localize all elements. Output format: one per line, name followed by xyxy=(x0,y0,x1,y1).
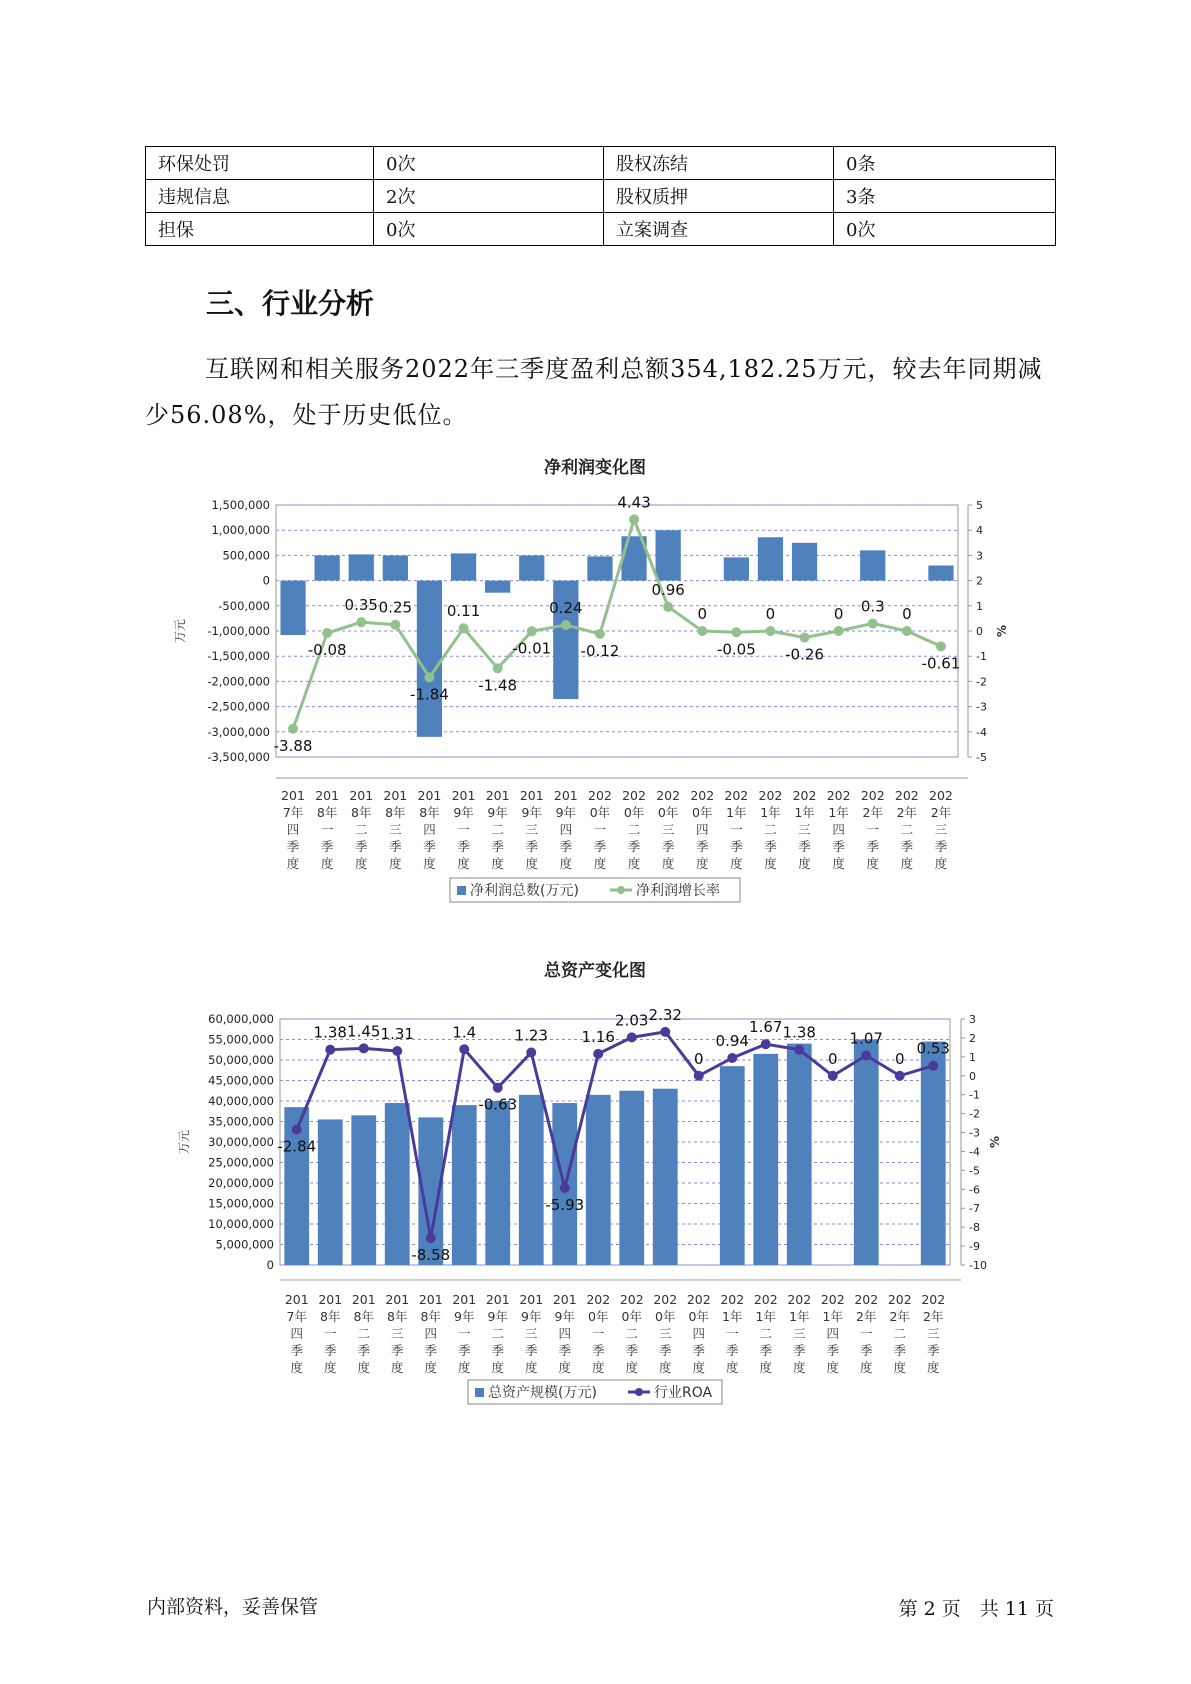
line-point xyxy=(595,629,605,639)
x-tick-label: 202 2年一季度 xyxy=(860,788,885,871)
data-label: 0 xyxy=(894,1049,905,1068)
x-tick-label: 202 1年三季度 xyxy=(787,1292,812,1375)
line-point xyxy=(359,1043,369,1053)
data-label: -8.58 xyxy=(411,1246,451,1265)
y2-tick-label: -3 xyxy=(976,700,987,714)
table-row xyxy=(146,180,1056,213)
y-tick-label: 0 xyxy=(266,1258,274,1272)
data-label: -0.61 xyxy=(921,654,961,673)
x-tick-label: 202 2年一季度 xyxy=(854,1292,879,1375)
bar xyxy=(315,555,340,580)
y2-tick-label: 1 xyxy=(969,1050,976,1064)
y-tick-label: -1,500,000 xyxy=(207,649,270,664)
table-label-cell: 环保处罚 xyxy=(146,147,374,180)
y-tick-label: -2,500,000 xyxy=(207,699,270,714)
line-point xyxy=(868,618,878,628)
data-label: 0.96 xyxy=(651,580,685,599)
y-tick-label: 20,000,000 xyxy=(208,1176,274,1190)
footer-page-number: 第 2 页 共 11 页 xyxy=(898,1598,1054,1620)
legend-line-marker xyxy=(617,886,625,894)
bar xyxy=(753,1054,778,1265)
y-tick-label: 5,000,000 xyxy=(215,1237,274,1252)
x-tick-label: 202 1年二季度 xyxy=(753,1292,778,1375)
data-label: 1.45 xyxy=(347,1022,381,1041)
x-tick-label: 201 9年一季度 xyxy=(451,788,476,871)
industry-summary-paragraph: 互联网和相关服务2022年三季度盈利总额354,182.25万元，较去年同期减少56.08%，处于历史低位。 xyxy=(145,355,1043,429)
bar xyxy=(587,556,612,580)
data-label: -0.08 xyxy=(307,641,347,660)
x-tick-label: 201 8年三季度 xyxy=(385,1292,410,1375)
bar xyxy=(452,1105,477,1265)
total-assets-chart xyxy=(0,955,1191,1415)
x-tick-label: 201 8年二季度 xyxy=(349,788,374,871)
line-point xyxy=(629,514,639,524)
x-tick-label: 202 1年四季度 xyxy=(820,1292,845,1375)
table-value-cell: 2次 xyxy=(374,180,604,213)
bar xyxy=(485,1101,510,1265)
growth-line xyxy=(293,519,941,728)
bar xyxy=(485,581,510,593)
risk-info-table-body xyxy=(146,147,1056,246)
legend-label: 净利润增长率 xyxy=(636,883,720,899)
x-tick-label: 202 2年三季度 xyxy=(921,1292,946,1375)
y-tick-label: 35,000,000 xyxy=(208,1114,274,1129)
y2-tick-label: -4 xyxy=(969,1145,980,1159)
x-tick-label: 202 1年一季度 xyxy=(724,788,749,871)
y2-tick-label: -1 xyxy=(976,650,987,664)
line-point xyxy=(526,1047,536,1057)
line-point xyxy=(902,626,912,636)
x-tick-label: 202 0年一季度 xyxy=(586,1292,611,1375)
line-point xyxy=(828,1071,838,1081)
data-label: 1.07 xyxy=(849,1029,883,1048)
line-point xyxy=(765,626,775,636)
y-axis-title: 万元 xyxy=(177,1129,191,1155)
y2-tick-label: -3 xyxy=(969,1126,980,1140)
y-tick-label: 25,000,000 xyxy=(208,1155,274,1170)
line-point xyxy=(493,1083,503,1093)
risk-info-table xyxy=(145,146,1056,246)
bar xyxy=(519,1095,544,1265)
data-label: -0.63 xyxy=(478,1095,518,1114)
y-tick-label: 30,000,000 xyxy=(208,1135,274,1149)
line-point xyxy=(356,617,366,627)
section-title: 三、行业分析 xyxy=(206,287,375,320)
bar xyxy=(921,1042,946,1265)
bar xyxy=(656,530,681,580)
x-tick-label: 202 1年一季度 xyxy=(720,1292,745,1375)
line-point xyxy=(426,1233,436,1243)
x-tick-label: 202 0年三季度 xyxy=(653,1292,678,1375)
y-tick-label: -1,000,000 xyxy=(207,624,270,638)
line-point xyxy=(593,1049,603,1059)
x-tick-label: 201 9年二季度 xyxy=(485,1292,510,1375)
chart-title: 净利润变化图 xyxy=(544,458,646,478)
data-label: -0.26 xyxy=(785,645,824,664)
bar xyxy=(854,1040,879,1266)
y2-tick-label: -8 xyxy=(969,1221,980,1235)
y2-tick-label: -2 xyxy=(976,675,987,689)
x-tick-label: 201 8年一季度 xyxy=(318,1292,343,1375)
line-point xyxy=(761,1039,771,1049)
x-tick-label: 201 8年二季度 xyxy=(351,1292,376,1375)
y-tick-label: 500,000 xyxy=(222,548,270,563)
data-label: -0.12 xyxy=(580,642,620,661)
x-tick-label: 202 0年四季度 xyxy=(690,788,715,871)
line-point xyxy=(834,626,844,636)
x-tick-label: 201 7年四季度 xyxy=(284,1292,309,1375)
line-point xyxy=(493,663,503,673)
legend-bar-swatch xyxy=(457,886,466,895)
data-label: 1.38 xyxy=(782,1023,816,1042)
legend-label: 总资产规模(万元) xyxy=(488,1385,597,1401)
chart-title: 总资产变化图 xyxy=(544,961,646,981)
x-tick-label: 201 8年三季度 xyxy=(383,788,408,871)
line-point xyxy=(459,1044,469,1054)
x-tick-label: 201 8年一季度 xyxy=(315,788,340,871)
y2-tick-label: -4 xyxy=(976,725,987,739)
y2-tick-label: -10 xyxy=(969,1259,987,1272)
table-label-cell: 违规信息 xyxy=(146,180,374,213)
table-value-cell: 0次 xyxy=(374,147,604,180)
y2-tick-label: 5 xyxy=(976,499,983,512)
y2-tick-label: -7 xyxy=(969,1202,980,1216)
bar xyxy=(758,537,783,580)
x-tick-label: 202 1年三季度 xyxy=(792,788,817,871)
data-label: 0.3 xyxy=(860,597,885,616)
x-tick-label: 201 9年三季度 xyxy=(519,1292,544,1375)
data-label: 0 xyxy=(827,1049,838,1068)
data-label: -0.05 xyxy=(716,640,756,659)
bar xyxy=(860,550,885,580)
line-point xyxy=(928,1061,938,1071)
data-label: 2.03 xyxy=(615,1011,649,1030)
y-axis-title: 万元 xyxy=(173,618,187,644)
data-label: 0 xyxy=(765,605,776,623)
line-point xyxy=(895,1071,905,1081)
y-tick-label: -3,500,000 xyxy=(207,750,270,764)
line-point xyxy=(459,623,469,633)
data-label: 1.23 xyxy=(514,1026,548,1045)
y2-tick-label: 1 xyxy=(976,599,983,613)
net-profit-chart xyxy=(0,455,1191,915)
legend-line-marker xyxy=(635,1388,643,1396)
data-label: 0 xyxy=(697,605,708,623)
table-label-cell: 担保 xyxy=(146,213,374,246)
data-label: 1.4 xyxy=(452,1023,477,1042)
data-label: 0 xyxy=(902,605,912,623)
line-point xyxy=(627,1032,637,1042)
plot-frame xyxy=(280,1019,950,1265)
y2-tick-label: -5 xyxy=(976,751,987,764)
data-label: 0.94 xyxy=(715,1031,749,1050)
x-tick-label: 202 2年二季度 xyxy=(894,788,919,871)
y-tick-label: 1,000,000 xyxy=(211,523,270,538)
y2-tick-label: -1 xyxy=(969,1088,980,1102)
y-tick-label: 10,000,000 xyxy=(208,1217,274,1231)
table-row xyxy=(146,213,1056,246)
x-tick-label: 201 7年四季度 xyxy=(281,788,305,871)
x-tick-label: 201 9年四季度 xyxy=(552,1292,577,1375)
line-point xyxy=(292,1125,302,1135)
y-tick-label: -500,000 xyxy=(218,598,270,613)
bar xyxy=(519,555,544,580)
x-tick-label: 202 1年四季度 xyxy=(826,788,851,871)
data-label: -3.88 xyxy=(273,736,313,755)
bar xyxy=(653,1089,678,1265)
y-tick-label: 45,000,000 xyxy=(208,1073,274,1088)
line-point xyxy=(527,626,537,636)
data-label: 4.43 xyxy=(617,493,651,512)
data-label: 0 xyxy=(833,605,844,623)
line-point xyxy=(800,633,810,643)
bar xyxy=(724,557,749,580)
bar xyxy=(451,553,476,580)
bar xyxy=(318,1119,343,1265)
line-point xyxy=(288,724,298,734)
legend-bar-swatch xyxy=(475,1388,484,1397)
y-tick-label: 55,000,000 xyxy=(208,1032,274,1047)
x-tick-label: 201 8年四季度 xyxy=(417,788,442,871)
y2-tick-label: 3 xyxy=(976,549,983,563)
x-tick-label: 201 9年四季度 xyxy=(553,788,578,871)
line-point xyxy=(663,602,673,612)
y2-tick-label: 0 xyxy=(976,625,983,638)
x-tick-label: 202 2年二季度 xyxy=(887,1292,912,1375)
bar xyxy=(351,1115,376,1265)
legend-label: 行业ROA xyxy=(654,1385,713,1401)
bar xyxy=(586,1095,611,1265)
legend-label: 净利润总数(万元) xyxy=(470,883,579,899)
y-tick-label: 0 xyxy=(262,573,270,588)
line-point xyxy=(390,620,400,630)
x-tick-label: 202 0年二季度 xyxy=(619,1292,644,1375)
y2-tick-label: 0 xyxy=(969,1069,976,1083)
y-tick-label: 60,000,000 xyxy=(208,1012,274,1026)
data-label: 0.11 xyxy=(446,602,481,621)
data-label: 1.67 xyxy=(749,1018,783,1037)
data-label: 0.35 xyxy=(344,596,378,615)
bar xyxy=(787,1044,812,1265)
y-tick-label: 1,500,000 xyxy=(211,498,270,512)
table-value-cell: 0条 xyxy=(834,147,1056,180)
line-point xyxy=(561,620,571,630)
bar xyxy=(792,543,817,581)
bar xyxy=(383,555,408,580)
data-label: 0 xyxy=(693,1049,704,1068)
y2-tick-label: 2 xyxy=(976,574,983,588)
bar xyxy=(385,1103,410,1265)
table-row xyxy=(146,147,1056,180)
x-tick-label: 202 2年三季度 xyxy=(929,788,953,871)
line-point xyxy=(560,1183,570,1193)
table-value-cell: 0次 xyxy=(834,213,1056,246)
line-point xyxy=(794,1045,804,1055)
x-tick-label: 202 1年二季度 xyxy=(758,788,783,871)
data-label: 0.53 xyxy=(916,1039,950,1058)
line-point xyxy=(325,1045,335,1055)
y2-tick-label: 4 xyxy=(976,524,983,538)
x-tick-label: 202 0年四季度 xyxy=(686,1292,711,1375)
data-label: 1.16 xyxy=(581,1027,615,1046)
data-label: 1.38 xyxy=(313,1023,347,1042)
y-tick-label: 40,000,000 xyxy=(208,1094,274,1108)
y2-axis-title: % xyxy=(988,1135,1002,1149)
y-tick-label: -2,000,000 xyxy=(207,674,270,689)
data-label: -2.84 xyxy=(277,1137,317,1156)
line-point xyxy=(936,641,946,651)
data-label: 0.24 xyxy=(549,598,583,617)
y2-tick-label: -2 xyxy=(969,1107,980,1121)
data-label: 2.32 xyxy=(648,1005,682,1024)
line-point xyxy=(392,1046,402,1056)
bar xyxy=(417,581,442,737)
y2-tick-label: 2 xyxy=(969,1031,976,1045)
line-point xyxy=(424,672,434,682)
table-label-cell: 股权质押 xyxy=(604,180,834,213)
bar xyxy=(720,1066,745,1265)
y-tick-label: 15,000,000 xyxy=(208,1196,274,1211)
y-tick-label: 50,000,000 xyxy=(208,1053,274,1067)
table-label-cell: 立案调查 xyxy=(604,213,834,246)
data-label: -1.48 xyxy=(478,676,518,695)
data-label: 1.31 xyxy=(380,1024,414,1043)
y2-tick-label: -6 xyxy=(969,1183,980,1197)
y2-tick-label: 3 xyxy=(969,1013,976,1026)
line-point xyxy=(694,1071,704,1081)
line-point xyxy=(861,1051,871,1061)
y2-tick-label: -9 xyxy=(969,1240,980,1254)
table-value-cell: 3条 xyxy=(834,180,1056,213)
x-tick-label: 201 8年四季度 xyxy=(418,1292,443,1375)
x-tick-label: 202 0年一季度 xyxy=(588,788,612,871)
bar xyxy=(349,554,374,580)
table-label-cell: 股权冻结 xyxy=(604,147,834,180)
data-label: -5.93 xyxy=(545,1195,585,1214)
x-tick-label: 201 9年二季度 xyxy=(485,788,510,871)
table-value-cell: 0次 xyxy=(374,213,604,246)
x-tick-label: 201 9年一季度 xyxy=(452,1292,477,1375)
y2-tick-label: -5 xyxy=(969,1164,980,1178)
bar xyxy=(280,581,305,635)
line-point xyxy=(731,627,741,637)
line-point xyxy=(660,1027,670,1037)
bar xyxy=(619,1091,644,1265)
x-tick-label: 202 0年二季度 xyxy=(622,788,646,871)
data-label: -0.01 xyxy=(512,639,552,658)
line-point xyxy=(322,628,332,638)
bar xyxy=(928,565,953,580)
line-point xyxy=(697,626,707,636)
x-tick-label: 201 9年三季度 xyxy=(519,788,544,871)
line-point xyxy=(727,1053,737,1063)
footer-confidential-note: 内部资料，妥善保管 xyxy=(147,1596,319,1618)
data-label: -1.84 xyxy=(410,685,449,704)
y2-axis-title: % xyxy=(995,624,1009,638)
data-label: 0.25 xyxy=(378,598,413,617)
x-tick-label: 202 0年三季度 xyxy=(656,788,681,871)
y-tick-label: -3,000,000 xyxy=(207,724,270,739)
